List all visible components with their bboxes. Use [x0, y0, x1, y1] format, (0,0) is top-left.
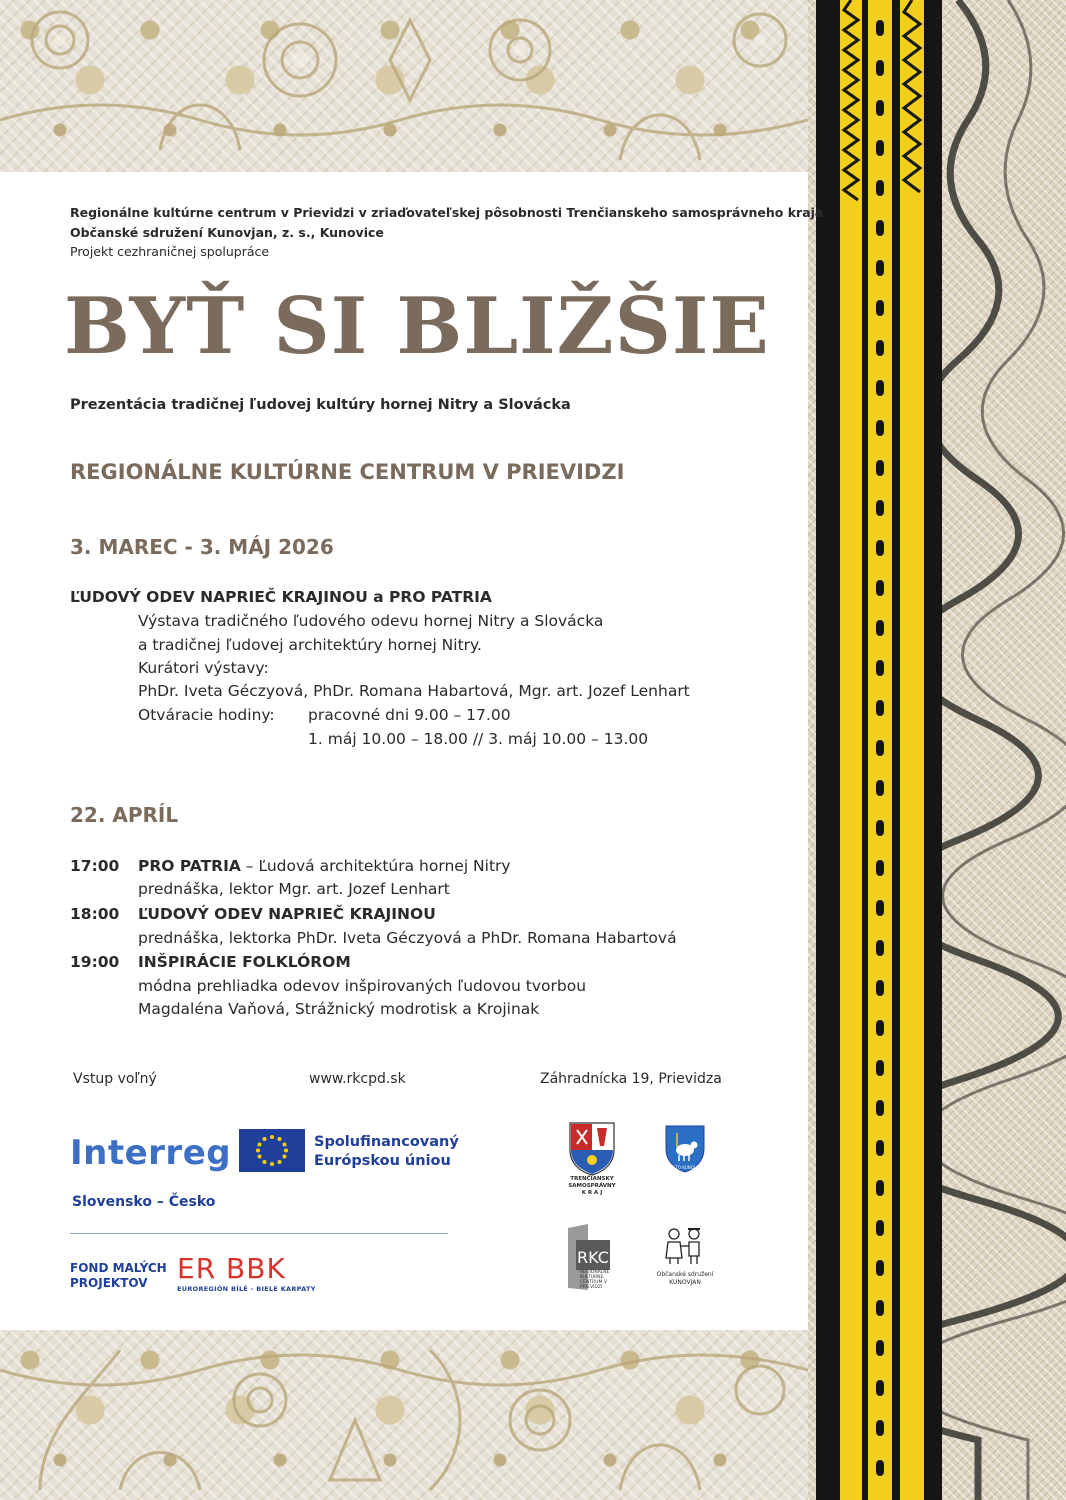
event-time: 18:00	[70, 905, 120, 923]
entry-info: Vstup voľný	[73, 1071, 157, 1087]
program-day: 22. APRÍL	[70, 803, 179, 827]
embroidery-pattern-bottom	[0, 1330, 808, 1500]
interreg-region: Slovensko – Česko	[72, 1194, 216, 1210]
event-title-bold: PRO PATRIA	[138, 857, 241, 875]
event-title-bold: ĽUDOVÝ ODEV NAPRIEČ KRAJINOU	[138, 905, 436, 923]
embroidery-band-bottom	[0, 1330, 808, 1500]
tsk-label	[560, 1176, 624, 1197]
event-title-bold: INŠPIRÁCIE FOLKLÓROM	[138, 953, 351, 971]
eu-cofunding-line1: Spolufinancovaný	[314, 1134, 459, 1150]
partner-line: Občanské sdružení Kunovjan, z. s., Kunovice	[70, 225, 384, 240]
rkc-logo-text: RKC	[577, 1248, 609, 1267]
small-projects-fund-logo	[70, 1261, 167, 1291]
embroidered-ribbon	[808, 0, 1066, 1500]
page-title: BYŤ SI BLIŽŠIE	[64, 281, 770, 372]
kunovice-ring-text: MĚSTO KUNOVICE	[666, 1165, 704, 1170]
opening-hours-weekdays: pracovné dni 9.00 – 17.00	[308, 706, 511, 724]
kunovjan-label	[650, 1271, 720, 1287]
er-bbk-subtitle: EUROREGIÓN BÍLÉ - BIELE KARPATY	[177, 1285, 316, 1293]
exhibition-description: Výstava tradičného ľudového odevu hornej Nitry a Slovácka	[138, 612, 604, 630]
logo-divider	[70, 1233, 448, 1234]
exhibition-dates: 3. MAREC - 3. MÁJ 2026	[70, 535, 334, 559]
kunovjan-label-line2: KUNOVJAN	[669, 1279, 701, 1286]
opening-hours-label: Otváracie hodiny:	[138, 706, 275, 724]
exhibition-description: a tradičnej ľudovej architektúry hornej Nitry.	[138, 636, 482, 654]
kunovice-crest-icon	[663, 1123, 707, 1173]
subtitle: Prezentácia tradičnej ľudovej kultúry hornej Nitry a Slovácka	[70, 397, 571, 413]
event-title	[138, 905, 436, 923]
event-title	[138, 953, 351, 971]
eu-flag-icon	[239, 1129, 305, 1172]
kunovjan-logo-icon	[660, 1226, 708, 1266]
event-time: 17:00	[70, 857, 120, 875]
event-title	[138, 857, 511, 875]
fmp-line1: FOND MALÝCH	[70, 1261, 167, 1275]
tsk-crest-icon	[567, 1120, 617, 1176]
event-detail: módna prehliadka odevov inšpirovaných ľudovou tvorbou	[138, 977, 587, 995]
curators-names: PhDr. Iveta Géczyová, PhDr. Romana Habartová, Mgr. art. Jozef Lenhart	[138, 682, 690, 700]
event-detail: prednáška, lektorka PhDr. Iveta Géczyová a PhDr. Romana Habartová	[138, 929, 677, 947]
kunovjan-label-line1: Občanské sdružení	[656, 1271, 714, 1278]
tsk-label-line1: TRENČIANSKY	[570, 1176, 614, 1182]
embroidery-pattern-top	[0, 0, 808, 172]
opening-hours-holidays: 1. máj 10.00 – 18.00 // 3. máj 10.00 – 13.00	[308, 730, 649, 748]
embroidery-band-top	[0, 0, 808, 172]
website-link[interactable]: www.rkcpd.sk	[309, 1071, 406, 1087]
er-bbk-logo: ER BBK	[177, 1252, 286, 1285]
event-detail: prednáška, lektor Mgr. art. Jozef Lenhart	[138, 880, 450, 898]
project-type: Projekt cezhraničnej spolupráce	[70, 244, 270, 259]
exhibition-title: ĽUDOVÝ ODEV NAPRIEČ KRAJINOU a PRO PATRIA	[70, 588, 492, 606]
eu-cofunding-label	[314, 1133, 459, 1171]
event-title-rest: – Ľudová architektúra hornej Nitry	[240, 857, 511, 875]
eu-cofunding-line2: Európskou úniou	[314, 1153, 451, 1169]
lace-border	[808, 0, 1066, 1500]
rkc-subtitle: REGIONÁLNE KULTÚRNE CENTRUM V PRIEVIDZI	[580, 1270, 610, 1290]
event-detail: Magdaléna Vaňová, Strážnický modrotisk a Krojinak	[138, 1000, 540, 1018]
address: Záhradnícka 19, Prievidza	[540, 1071, 722, 1087]
organizer-line: Regionálne kultúrne centrum v Prievidzi v zriaďovateľskej pôsobnosti Trenčianskeho samosprávneho kraja	[70, 205, 824, 220]
fmp-line2: PROJEKTOV	[70, 1276, 148, 1290]
venue: REGIONÁLNE KULTÚRNE CENTRUM V PRIEVIDZI	[70, 460, 625, 484]
tsk-label-line2: SAMOSPRÁVNY	[568, 1183, 616, 1189]
event-time: 19:00	[70, 953, 120, 971]
tsk-label-line3: K R A J	[581, 1190, 603, 1196]
curators-label: Kurátori výstavy:	[138, 659, 269, 677]
interreg-logo: Interreg	[70, 1133, 232, 1173]
